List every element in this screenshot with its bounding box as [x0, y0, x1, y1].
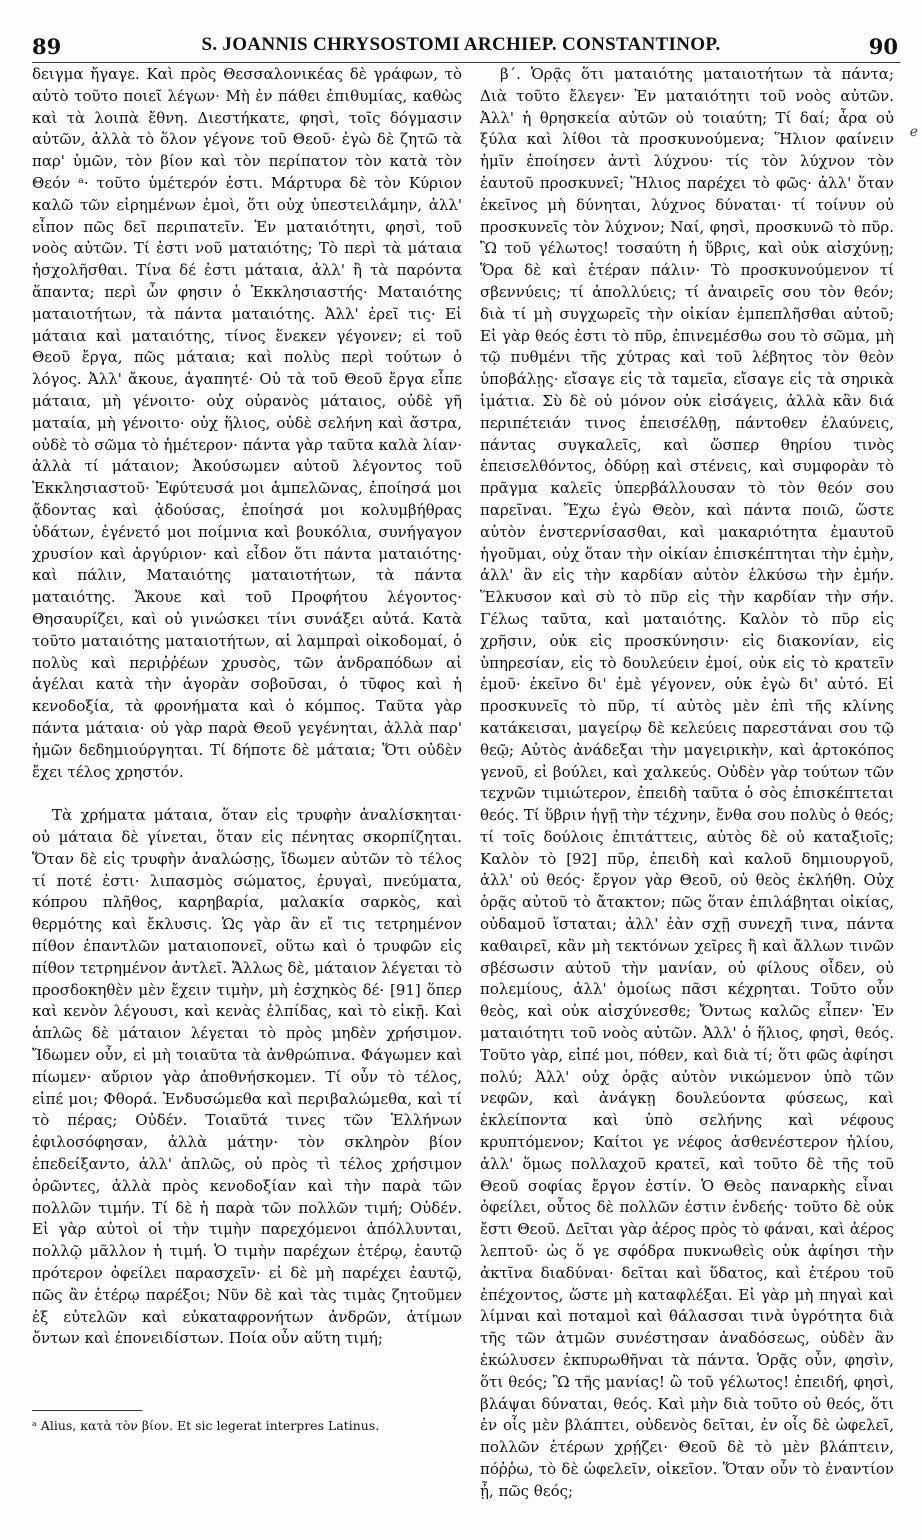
- header-rule: [32, 62, 900, 63]
- right-paragraph-1: β΄. Ὁρᾷς ὅτι ματαιότης ματαιοτήτων τὰ πάντα; Διὰ τοῦτο ἔλεγεν· Ἐν ματαιότητι τοῦ νοὸς αὐτῶν. Ἀλλ' ἡ θρησκεία αὐτῶν οὐ τοιαύτη; Τί δαί; ἆρα οὐ ξύλα καὶ λίθοι τὰ προσκυνούμενα; Ἥλιον φαίνειν ἡμῖν ἐποίησεν ἀντὶ λύχνου· τίς τὸν λύχνον τὸν ἑαυτοῦ προσκυνεῖ; Ἥλιος παρέχει τὸ φῶς· ἀλλ' ὅταν ἐκεῖνος μὴ δύνηται, λύχνος δύναται· τί τοίνυν οὐ προσκυνεῖς τὸν λύχνον; Ναί, φησὶ, προσκυνῶ τὸ πῦρ. Ὢ τοῦ γέλωτος! τοσαύτη ἡ ὕβρις, καὶ οὐκ αἰσχύνῃ; Ὅρα δὲ καὶ ἑτέραν πάλιν· Τὸ προσκυνούμενον τί σβεννύεις; τί ἀπολλύεις; τί ἀναιρεῖς σου τὸν θεόν; διὰ τί μὴ συγχωρεῖς τὴν οἰκίαν ἐμπεπλῆσθαι αὐτοῦ; Εἰ γὰρ θεός ἐστι τὸ πῦρ, ἐπινεμέσθω σου τὸ σῶμα, μὴ τῷ πυθμένι τῆς χύτρας καὶ τοῦ λέβητος τὸν θεὸν ὑποβάλῃς· εἴσαγε εἰς τὰ ταμεῖα, εἴσαγε εἰς τὰ σηρικὰ ἱμάτια. Σὺ δὲ οὐ μόνον οὐκ εἰσάγεις, ἀλλὰ κἂν διά περιπέτειάν τινος ἐπεισέλθῃ, πάντοθεν ἐλαύνεις, πάντας συγκαλεῖς, καὶ ὥσπερ θηρίου τινὸς ἐπεισελθόντος, ὀδύρῃ καὶ στένεις, καὶ συμφορὰν τὸ πρᾶγμα καλεῖς ὑπερβάλλουσαν τὸ τὸν θεόν σου παρεῖναι. Ἔχω ἐγὼ Θεὸν, καὶ πάντα ποιῶ, ὥστε αὐτὸν ἐνστερνίσασθαι, καὶ μακαριότητα ἐμαυτοῦ ἡγοῦμαι, οὐχ ὅταν τὴν οἰκίαν ἐπισκέπτηται τὴν ἐμὴν, ἀλλ' ἂν εἰς τὴν καρδίαν αὐτὸν ἑλκύσω τὴν ἐμήν. Ἕλκυσον καὶ σὺ τὸ πῦρ εἰς τὴν καρδίαν τὴν σήν. Γέλως ταῦτα, καὶ ματαιότης. Καλὸν τὸ πῦρ εἰς χρῆσιν, οὐκ εἰς προσκύνησιν· εἰς διακονίαν, εἰς ὑπηρεσίαν, εἰς τὸ δουλεύειν ἐμοί, οὐκ εἰς τὸ κρατεῖν ἐμοῦ· ἐκεῖνο δι' ἐμὲ γέγονεν, οὐκ ἐγὼ δι' αὐτό. Εἰ προσκυνεῖς τὸ πῦρ, τί αὐτὸς μὲν ἐπὶ τῆς κλίνης κατάκεισαι, μαγείρῳ δὲ κελεύεις παρεστάναι σου τῷ θεῷ; Αὐτὸς ἀνάδεξαι τὴν μαγειρικὴν, καὶ ἀρτοκόπος γενοῦ, εἰ βούλει, καὶ χαλκεύς. Οὐδὲν γὰρ τούτων τῶν τεχνῶν τιμιώτερον, ἐπειδὴ ταῦτα ὁ σὸς ἐπισκέπτεται θεός. Τί ὕβριν ἡγῇ τὴν τέχνην, ἔνθα σου πολὺς ὁ θεός; τί τοῖς δούλοις ἐπιτάττεις, αὐτὸς δὲ οὐ καταξιοῖς; Καλὸν τὸ [92] πῦρ, ἐπειδὴ καὶ καλοῦ δημιουργοῦ, ἀλλ' οὐ θεός· ἔργον γὰρ Θεοῦ, οὐ θεὸς ἐκλήθη. Οὐχ ὁρᾷς αὐτοῦ τὸ ἄτακτον; πῶς ὅταν ἐπιλάβηται οἰκίας, οὐδαμοῦ ἵσταται; ἀλλ' ἐὰν σχῇ συνεχῆ τινα, πάντα καθαιρεῖ, κἂν μὴ τεκτόνων χεῖρες ἢ καὶ ἄλλων τινῶν σβέσωσιν αὐτοῦ τὴν μανίαν, οὐ φίλους οἶδεν, οὐ πολεμίους, ἀλλ' ὁμοίως πᾶσι κέχρηται. Τοῦτο οὖν θεὸς, καὶ οὐκ αἰσχύνεσθε; Ὄντως καλῶς εἶπεν· Ἐν ματαιότητι τοῦ νοὸς αὐτῶν. Ἀλλ' ὁ ἥλιος, φησὶ, θεός. Τοῦτο γὰρ, εἰπέ μοι, πόθεν, καὶ διὰ τί; ὅτι φῶς ἀφίησι πολύ; Ἀλλ' οὐχ ὁρᾷς αὐτὸν νικώμενον ὑπὸ τῶν νεφῶν, καὶ ἀνάγκῃ δουλεύοντα φύσεως, καὶ ἐκλείποντα καὶ ὑπὸ σελήνης καὶ νέφους κρυπτόμενον; Καίτοι γε νέφος ἀσθενέστερον ἡλίου, ἀλλ' ὅμως πολλαχοῦ κρατεῖ, καὶ τοῦτο δὲ τῆς τοῦ Θεοῦ σοφίας ἔργον ἐστίν. Ὁ Θεὸς παναρκὴς εἶναι ὀφείλει, οὗτος δὲ πολλῶν ἐστιν ἐνδεής· τοῦτο δὲ οὐκ ἔστι Θεοῦ. Δεῖται γὰρ ἀέρος πρὸς τὸ φάναι, καὶ ἀέρος λεπτοῦ· ὡς ὅ γε σφόδρα πυκνωθεὶς οὐκ ἀφίησι τὴν ἀκτῖνα διαδύναι· δεῖται καὶ ὕδατος, καὶ ἑτέρου τοῦ ἐπέχοντος, ὥστε μὴ καταφλέξαι. Εἰ γὰρ μὴ πηγαὶ καὶ λίμναι καὶ ποταμοὶ καὶ θάλασσαι τινὰ ὑγρότητα διὰ τῆς τῶν ἀτμῶν συνέστησαν ἀναδόσεως, οὐδὲν ἂν ἐκώλυσεν ἐκπυρωθῆναι τὰ πάντα. Ὁρᾷς οὖν, φησὶν, ὅτι θεός; Ὢ τῆς μανίας! ὢ τοῦ γέλωτος! ἐπειδή, φησὶ, βλάψαι δύναται, θεός. Καὶ μὴν διὰ τοῦτο οὐ θεός, ὅτι ἐν οἷς μὲν βλάπτει, οὐδενὸς δεῖται, ἐν οἷς δὲ ὠφελεῖ, πολλῶν ἑτέρων χρῄζει· Θεοῦ δὲ τὸ μὲν βλάπτειν, πόῤῥω, τὸ δὲ ὠφελεῖν, οἰκεῖον. Ὅταν οὖν τὸ ἐναντίον ᾖ, πῶς θεός;: [480, 65, 894, 1500]
- running-title: S. JOANNIS CHRYSOSTOMI ARCHIEP. CONSTANTINOP.: [201, 34, 721, 55]
- page-number-right: 90: [868, 34, 898, 59]
- left-paragraph-1: δειγμα ἤγαγε. Καὶ πρὸς Θεσσαλονικέας δὲ γράφων, τὸ αὐτὸ τοῦτο ποιεῖ λέγων· Μὴ ἐν πάθει ἐπιθυμίας, καθὼς καὶ τὰ λοιπὰ ἔθνη. Διεστήκατε, φησὶ, τοῖς δόγμασιν αὐτῶν, ἀλλὰ τὸ ὅλον γέγονε τοῦ Θεοῦ· ἐγὼ δὲ ζητῶ τὰ παρ' ὑμῶν, τὸν βίον καὶ τὸν περίπατον τὸν κατὰ τὸν Θεόν ᵃ· τοῦτο ὑμέτερόν ἐστι. Μάρτυρα δὲ τὸν Κύριον καλῶ τῶν εἰρημένων ἐμοὶ, ὅτι οὐχ ὑπεστειλάμην, ἀλλ' εἶπον πῶς δεῖ περιπατεῖν. Ἐν ματαιότητι, φησὶ, τοῦ νοὸς αὐτῶν. Τί ἐστι νοῦ ματαιότης; Τὸ περὶ τὰ μάταια ἠσχολῆσθαι. Τίνα δέ ἐστι μάταια, ἀλλ' ἢ τὰ παρόντα ἅπαντα; περὶ ὧν φησιν ὁ Ἐκκλησιαστής· Ματαιότης ματαιοτήτων, τὰ πάντα ματαιότης. Ἀλλ' ἐρεῖ τις· Εἰ μάταια καὶ ματαιότης, τίνος ἕνεκεν γέγονεν; εἰ τοῦ Θεοῦ ἔργα, πῶς μάταια; καὶ πολὺς περὶ τούτων ὁ λόγος. Ἀλλ' ἄκουε, ἀγαπητέ· Οὐ τὰ τοῦ Θεοῦ ἔργα εἶπε μάταια, μὴ γένοιτο· οὐχ οὐρανὸς μάταιος, οὐδὲ γῆ ματαία, μὴ γένοιτο· οὐχ ἥλιος, οὐδὲ σελήνη καὶ ἄστρα, οὐδὲ τὸ σῶμα τὸ ἡμέτερον· πάντα γὰρ ταῦτα καλὰ λίαν· ἀλλὰ τί μάταιον; Ἀκούσωμεν αὐτοῦ λέγοντος τοῦ Ἐκκλησιαστοῦ· Ἐφύτευσά μοι ἀμπελῶνας, ἐποίησά μοι ᾄδοντας καὶ ᾀδούσας, ἐποίησά μοι κολυμβήθρας ὑδάτων, ἐγένετό μοι ποίμνια καὶ βουκόλια, συνήγαγον χρυσίον καὶ ἀργύριον· καὶ εἶδον ὅτι πάντα ματαιότης· καὶ πάλιν, Ματαιότης ματαιοτήτων, τὰ πάντα ματαιότης. Ἄκουε καὶ τοῦ Προφήτου λέγοντος· Θησαυρίζει, καὶ οὐ γινώσκει τίνι συνάξει αὐτά. Κατὰ τοῦτο ματαιότης ματαιοτήτων, αἱ λαμπραὶ οἰκοδομαί, ὁ πολὺς καὶ περιῤῥέων χρυσὸς, τῶν ἀνδραπόδων αἱ ἀγέλαι κατὰ τὴν ἀγορὰν σοβοῦσαι, ὁ τῦφος καὶ ἡ κενοδοξία, τὰ φρονήματα καὶ ὁ κόμπος. Ταῦτα γὰρ πάντα μάταια· οὐ γὰρ παρὰ Θεοῦ γεγένηται, ἀλλὰ παρ' ἡμῶν δεδημιούργηται. Τί δήποτε δὲ μάταια; Ὅτι οὐδὲν ἔχει τέλος χρηστόν.: [32, 65, 462, 781]
- page-header: [0, 34, 922, 60]
- right-column: [480, 64, 894, 1503]
- page-number-left: 89: [32, 34, 62, 59]
- footnote-rule: [32, 1410, 142, 1411]
- footnote: [32, 1410, 462, 1435]
- left-column: [32, 64, 462, 1350]
- margin-mark: ℯ: [909, 124, 918, 140]
- left-paragraph-2: Τὰ χρήματα μάταια, ὅταν εἰς τρυφὴν ἀναλίσκηται· οὐ μάταια δὲ γίνεται, ὅταν εἰς πένητας σκορπίζηται. Ὅταν δὲ εἰς τρυφὴν ἀναλώσῃς, ἴδωμεν αὐτῶν τὸ τέλος τί ποτέ ἐστι· λιπασμὸς σώματος, ἐρυγαὶ, πνεύματα, κόπρου πλῆθος, καρηβαρία, μαλακία σαρκὸς, καὶ θερμότης καὶ ἔκλυσις. Ὡς γὰρ ἂν εἴ τις τετρημένον πίθον ἐπαντλῶν ματαιοπονεῖ, οὕτω καὶ ὁ τρυφῶν εἰς πίθον τετρημένον ἀντλεῖ. Ἄλλως δὲ, μάταιον λέγεται τὸ προσδοκηθὲν μὲν ἔχειν τιμὴν, μὴ ἐσχηκὸς δέ· [91] ὅπερ καὶ κενὸν λέγουσι, καὶ κενὰς ἐλπίδας, καὶ τὸ εἰκῇ. Καὶ ἁπλῶς δὲ μάταιον λέγεται τὸ πρὸς μηδὲν χρήσιμον. Ἴδωμεν οὖν, εἰ μὴ τοιαῦτα τὰ ἀνθρώπινα. Φάγωμεν καὶ πίωμεν· αὔριον γὰρ ἀποθνήσκομεν. Τί οὖν τὸ τέλος, εἰπέ μοι; Φθορά. Ἐνδυσώμεθα καὶ περιβαλώμεθα, καὶ τί τὸ πέρας; Οὐδέν. Τοιαῦτά τινες τῶν Ἑλλήνων ἐφιλοσόφησαν, ἀλλὰ μάτην· τὸν σκληρὸν βίον ἐπεδείξαντο, ἀλλ' ἁπλῶς, οὐ πρὸς τὶ τέλος χρήσιμον ὁρῶντες, ἀλλὰ πρὸς κενοδοξίαν καὶ τὴν παρὰ τῶν πολλῶν τιμήν. Τί δὲ ἡ παρὰ τῶν πολλῶν τιμή; Οὐδέν. Εἰ γὰρ αὐτοὶ οἱ τὴν τιμὴν παρεχόμενοι ἀπόλλυνται, πολλῷ μᾶλλον ἡ τιμή. Ὁ τιμὴν παρέχων ἑτέρῳ, ἑαυτῷ πρότερον ὀφείλει παρασχεῖν· εἰ δὲ μὴ παρέχει ἑαυτῷ, πῶς ἂν ἑτέρῳ παρέξοι; Νῦν δὲ καὶ τὰς τιμὰς ζητοῦμεν ἐξ εὐτελῶν καὶ εὐκαταφρονήτων ἀνδρῶν, ἀτίμων ὄντων καὶ ἐπονειδίστων. Ποία οὖν αὕτη τιμή;: [32, 806, 462, 1348]
- footnote-text: ᵃ Alius, κατὰ τὸν βίον. Et sic legerat interpres Latinus.: [32, 1418, 380, 1433]
